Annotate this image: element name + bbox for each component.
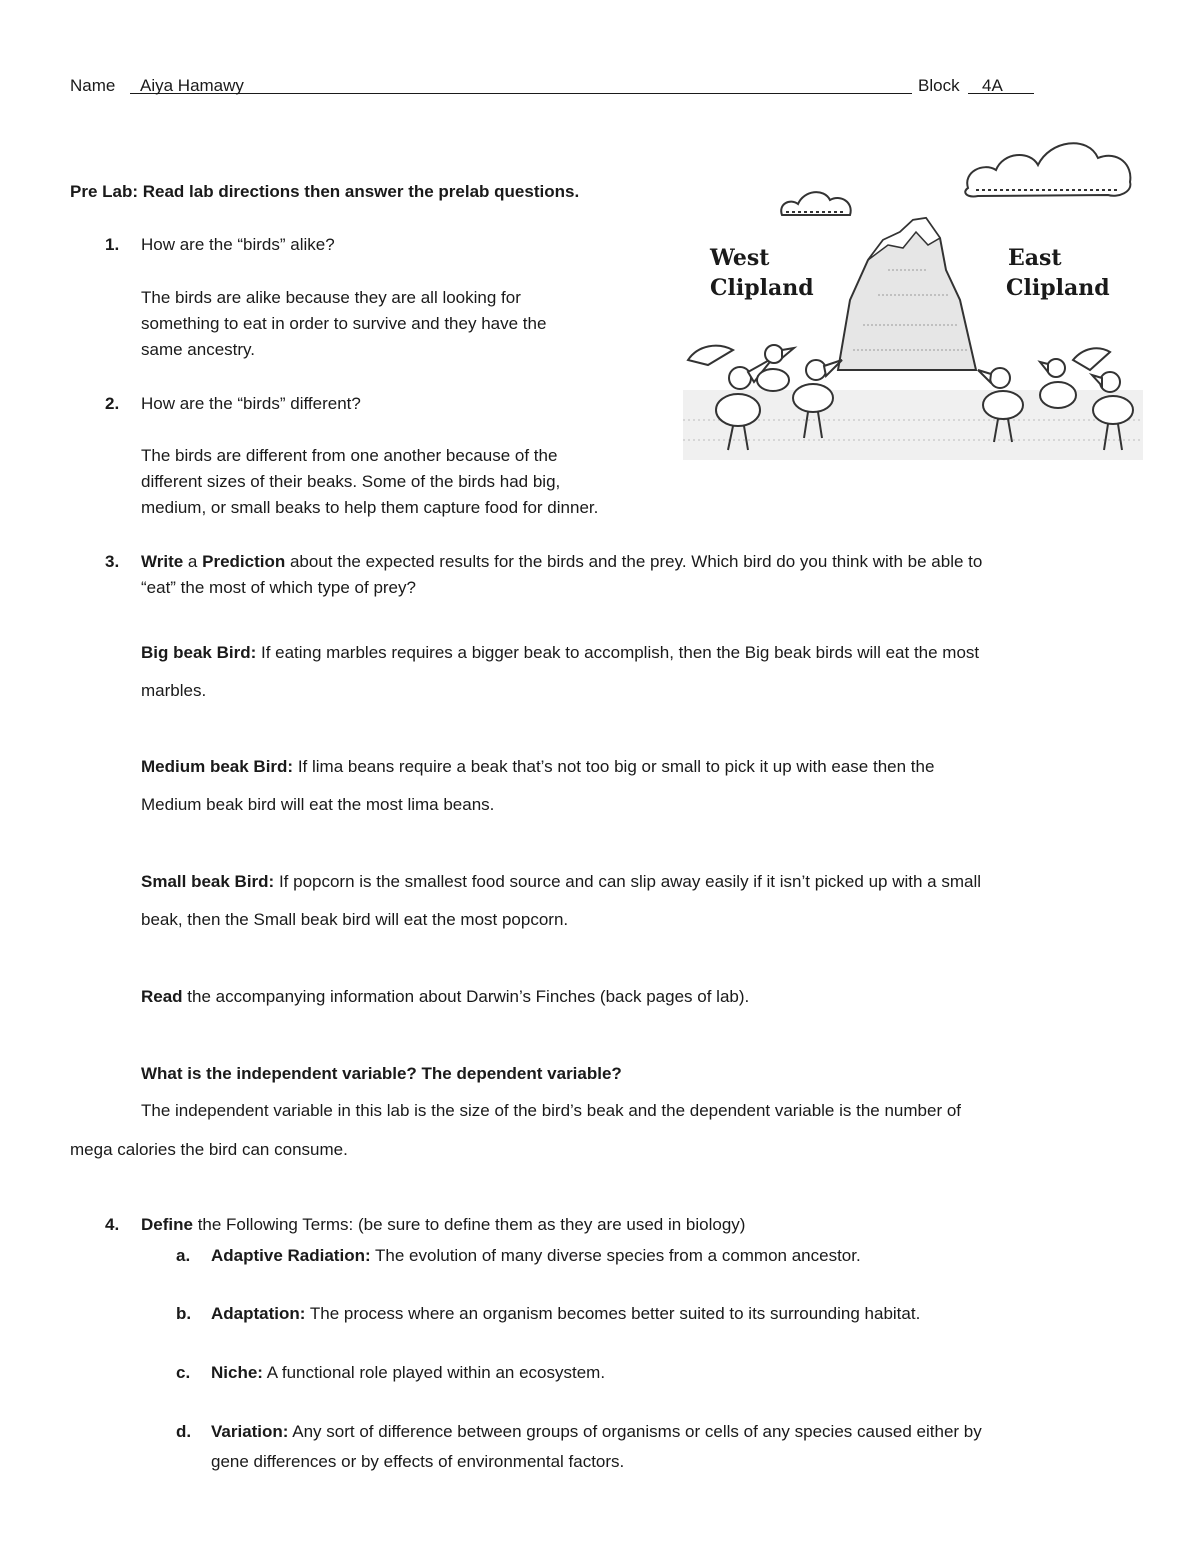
small-beak-line2: beak, then the Small beak bird will eat the most popcorn. [141, 910, 569, 929]
term-niche [211, 1363, 605, 1383]
term-letter: b. [176, 1304, 192, 1323]
q1-answer-line: same ancestry. [141, 340, 256, 359]
term-label: Adaptive Radiation: [211, 1246, 371, 1265]
medium-beak-text: If lima beans require a beak that’s not too big or small to pick it up with ease then the [293, 757, 935, 776]
variable-answer-line1: The independent variable in this lab is the size of the bird’s beak and the dependent variable is the number of [141, 1101, 962, 1120]
q2-answer-line: different sizes of their beaks. Some of the birds had big, [141, 472, 561, 491]
q2-answer [141, 443, 598, 521]
q2-question: How are the “birds” different? [141, 394, 361, 413]
mountain-icon [838, 218, 976, 370]
q1-number: 1. [105, 235, 120, 254]
bird-icon [1040, 359, 1076, 408]
big-beak-label: Big beak Bird: [141, 643, 257, 662]
small-beak-label: Small beak Bird: [141, 872, 275, 891]
west-label-line2: Clipland [710, 275, 814, 301]
term-label: Adaptation: [211, 1304, 306, 1323]
q1-answer-line: something to eat in order to survive and they have the [141, 314, 547, 333]
q3-a: a [183, 552, 203, 571]
big-beak-line2: marbles. [141, 681, 207, 700]
term-letter: c. [176, 1363, 191, 1382]
q4-lead [141, 1215, 745, 1235]
term-variation-line2: gene differences or by effects of environmental factors. [211, 1452, 625, 1471]
term-adaptation [211, 1304, 920, 1324]
q1-answer-line: The birds are alike because they are all looking for [141, 288, 521, 307]
cloud-icon [781, 192, 850, 215]
read-instruction [141, 987, 749, 1007]
term-letter: a. [176, 1246, 191, 1265]
q2-answer-line: medium, or small beaks to help them capture food for dinner. [141, 498, 599, 517]
wing-icon [1073, 348, 1110, 370]
q4-lead-rest: the Following Terms: (be sure to define them as they are used in biology) [192, 1215, 746, 1234]
small-beak-text: If popcorn is the smallest food source and can slip away easily if it isn’t picked up with a small [274, 872, 981, 891]
medium-beak-label: Medium beak Bird: [141, 757, 294, 776]
q3-write: Write [141, 552, 184, 571]
term-label: Niche: [211, 1363, 263, 1382]
big-beak-text: If eating marbles requires a bigger beak to accomplish, then the Big beak birds will eat the most [256, 643, 980, 662]
block-value[interactable]: 4A [982, 76, 1003, 95]
q4-define: Define [141, 1215, 193, 1234]
read-text: the accompanying information about Darwin’s Finches (back pages of lab). [182, 987, 750, 1006]
q3-number: 3. [105, 552, 120, 571]
big-beak-line1 [141, 643, 979, 663]
term-definition: The process where an organism becomes better suited to its surrounding habitat. [305, 1304, 921, 1323]
small-beak-line1 [141, 872, 981, 892]
q4-number: 4. [105, 1215, 120, 1234]
q3-lead-rest: about the expected results for the birds and the prey. Which bird do you think with be able to [285, 552, 983, 571]
q3-prediction: Prediction [202, 552, 286, 571]
read-label: Read [141, 987, 183, 1006]
name-underline [130, 93, 912, 94]
name-value[interactable]: Aiya Hamawy [140, 76, 244, 95]
q3-lead [141, 549, 982, 601]
term-variation [211, 1422, 982, 1442]
term-definition: A functional role played within an ecosystem. [262, 1363, 606, 1382]
q3-lead-line2: “eat” the most of which type of prey? [141, 578, 416, 597]
term-definition: Any sort of difference between groups of organisms or cells of any species caused either by [288, 1422, 982, 1441]
east-label-line1: East [1008, 245, 1062, 271]
term-label: Variation: [211, 1422, 289, 1441]
medium-beak-line1 [141, 757, 934, 777]
term-definition: The evolution of many diverse species from a common ancestor. [370, 1246, 861, 1265]
q1-answer [141, 285, 546, 363]
q1-question: How are the “birds” alike? [141, 235, 335, 254]
q2-number: 2. [105, 394, 120, 413]
block-label: Block [918, 76, 960, 95]
term-adaptive-radiation [211, 1246, 861, 1266]
west-label-line1: West [710, 245, 770, 271]
medium-beak-line2: Medium beak bird will eat the most lima beans. [141, 795, 495, 814]
name-label: Name [70, 76, 116, 95]
prelab-heading: Pre Lab: Read lab directions then answer the prelab questions. [70, 182, 580, 201]
term-letter: d. [176, 1422, 192, 1441]
clipland-illustration [678, 120, 1148, 480]
wing-icon [688, 346, 733, 365]
east-label-line2: Clipland [1006, 275, 1110, 301]
cloud-icon [965, 143, 1130, 196]
variable-question: What is the independent variable? The dependent variable? [141, 1064, 622, 1083]
variable-answer-line2: mega calories the bird can consume. [70, 1140, 348, 1159]
q2-answer-line: The birds are different from one another because of the [141, 446, 558, 465]
